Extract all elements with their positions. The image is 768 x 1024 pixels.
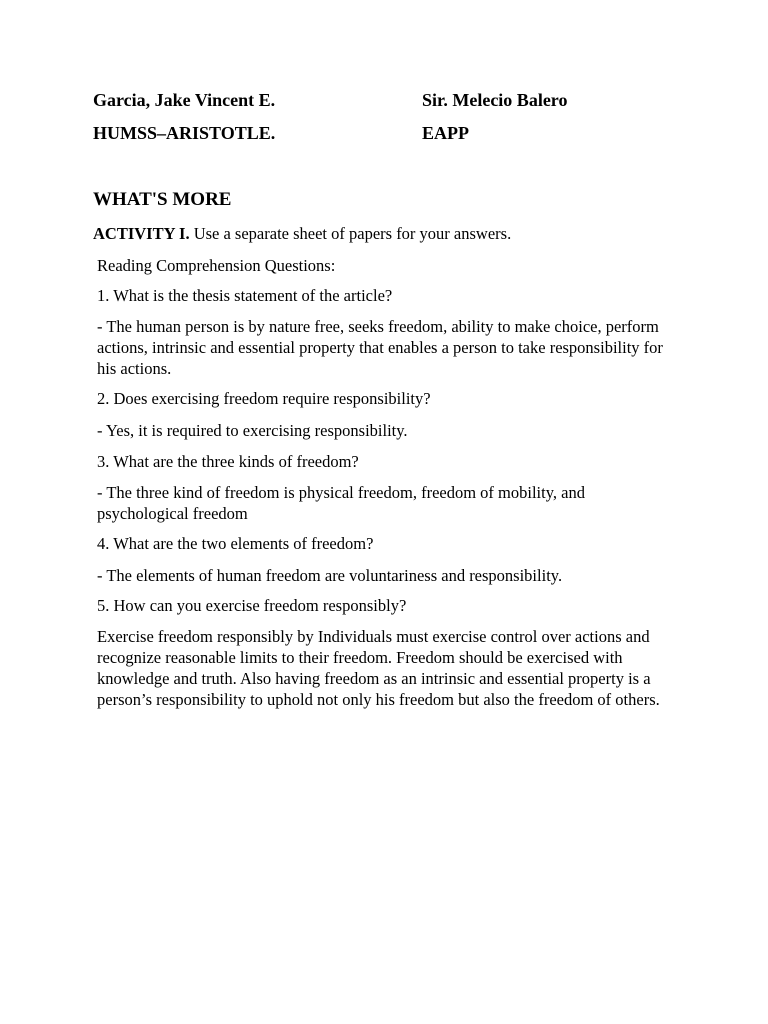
subheading: Reading Comprehension Questions:	[97, 256, 336, 275]
question-2: 2. Does exercising freedom require responsibility?	[97, 389, 431, 408]
teacher-name: Sir. Melecio Balero	[422, 90, 568, 110]
answer-2: - Yes, it is required to exercising responsibility.	[97, 421, 408, 440]
answer-3: - The three kind of freedom is physical freedom, freedom of mobility, and psychological freedom	[97, 483, 585, 523]
question-1: 1. What is the thesis statement of the article?	[97, 286, 393, 305]
student-name: Garcia, Jake Vincent E.	[93, 90, 276, 110]
section-title: WHAT'S MORE	[93, 189, 232, 210]
activity-line	[93, 224, 511, 244]
activity-label: ACTIVITY I.	[93, 224, 190, 243]
answer-5: Exercise freedom responsibly by Individuals must exercise control over actions and recognize reasonable limits to their freedom. Freedom should be exercised with knowledge and truth. Also having freedom as an intrinsic and essential property is a person’s responsibility to uphold not only his freedom but also the freedom of others.	[97, 627, 660, 709]
answer-1: - The human person is by nature free, seeks freedom, ability to make choice, perform actions, intrinsic and essential property that enables a person to take responsibility for his actions.	[97, 317, 663, 378]
question-4: 4. What are the two elements of freedom?	[97, 534, 374, 553]
subject-name: EAPP	[422, 123, 469, 143]
activity-instruction: Use a separate sheet of papers for your answers.	[189, 224, 512, 243]
question-3: 3. What are the three kinds of freedom?	[97, 452, 359, 471]
answer-4: - The elements of human freedom are voluntariness and responsibility.	[97, 566, 563, 585]
question-5: 5. How can you exercise freedom responsibly?	[97, 596, 407, 615]
class-section: HUMSS–ARISTOTLE.	[93, 123, 276, 143]
